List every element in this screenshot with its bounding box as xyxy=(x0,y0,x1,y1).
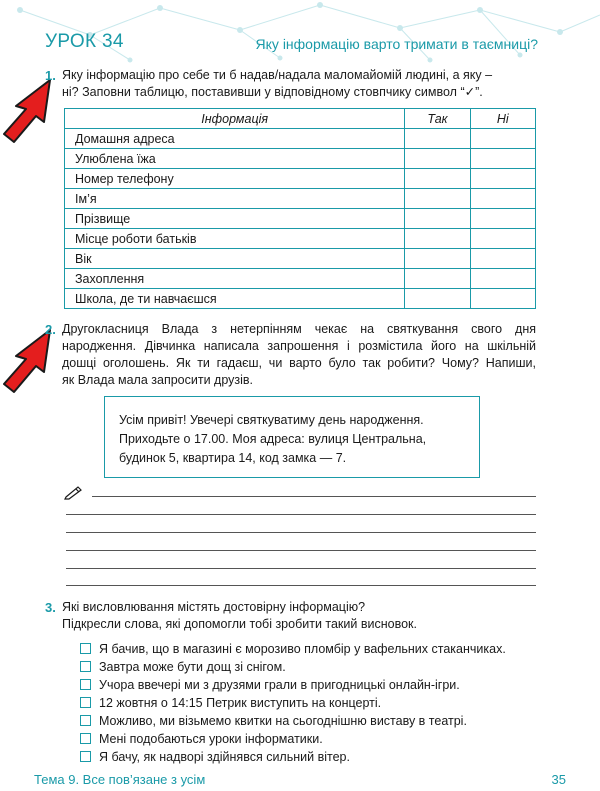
table-row: Улюблена їжа xyxy=(65,149,536,169)
table-row: Домашня адреса xyxy=(65,129,536,149)
writing-line[interactable] xyxy=(66,585,536,586)
statement-item: 12 жовтня о 14:15 Петрик виступить на концерті. xyxy=(80,695,381,712)
task3-text xyxy=(62,599,536,633)
no-cell[interactable] xyxy=(470,269,535,289)
statement-item: Я бачив, що в магазині є морозиво пломбір у вафельних стаканчиках. xyxy=(80,641,506,658)
pencil-icon xyxy=(64,484,84,500)
table-row: Номер телефону xyxy=(65,169,536,189)
writing-line[interactable] xyxy=(66,532,536,533)
no-cell[interactable] xyxy=(470,229,535,249)
red-arrow-icon xyxy=(2,76,62,144)
yes-cell[interactable] xyxy=(405,149,470,169)
checkbox[interactable] xyxy=(80,697,91,708)
task2-number: 2. xyxy=(45,322,56,337)
invitation-line: Приходьте о 17.00. Моя адреса: вулиця Центральна, xyxy=(119,432,427,446)
writing-line[interactable] xyxy=(92,496,536,497)
writing-line[interactable] xyxy=(66,550,536,551)
yes-cell[interactable] xyxy=(405,249,470,269)
yes-cell[interactable] xyxy=(405,169,470,189)
task2-text xyxy=(62,321,536,389)
invitation-line: Усім привіт! Увечері святкуватиму день народження. xyxy=(119,413,424,427)
writing-line[interactable] xyxy=(66,568,536,569)
checkbox[interactable] xyxy=(80,751,91,762)
task2-line: Другокласниця Влада з нетерпінням чекає на святкування свого дня xyxy=(62,322,536,336)
no-cell[interactable] xyxy=(470,149,535,169)
task2-line: народження. Дівчинка написала запрошення і розмістила його на шкільній xyxy=(62,339,536,353)
invitation-note xyxy=(104,396,480,478)
lesson-subtitle: Яку інформацію варто тримати в таємниці? xyxy=(255,36,538,52)
yes-cell[interactable] xyxy=(405,229,470,249)
yes-cell[interactable] xyxy=(405,189,470,209)
statement-item: Учора ввечері ми з друзями грали в пригодницькі онлайн-ігри. xyxy=(80,677,460,694)
footer-topic: Тема 9. Все пов’язане з усім xyxy=(34,772,206,787)
no-cell[interactable] xyxy=(470,189,535,209)
statement-item: Мені подобаються уроки інформатики. xyxy=(80,731,323,748)
task3-line: Які висловлювання містять достовірну інформацію? xyxy=(62,600,366,614)
yes-cell[interactable] xyxy=(405,269,470,289)
page-number: 35 xyxy=(551,772,566,787)
table-row: Прізвище xyxy=(65,209,536,229)
lesson-title: УРОК 34 xyxy=(45,31,124,52)
no-cell[interactable] xyxy=(470,129,535,149)
info-table xyxy=(64,108,536,309)
task3-number: 3. xyxy=(45,600,56,615)
table-row: Школа, де ти навчаєшся xyxy=(65,289,536,309)
statement-item: Завтра може бути дощ зі снігом. xyxy=(80,659,286,676)
column-header-info: Інформація xyxy=(65,109,405,129)
invitation-line: будинок 5, квартира 14, код замка — 7. xyxy=(119,451,347,465)
column-header-yes: Так xyxy=(405,109,470,129)
checkbox[interactable] xyxy=(80,715,91,726)
table-row: Вік xyxy=(65,249,536,269)
statement-item: Я бачу, як надворі здійнявся сильний вітер. xyxy=(80,749,350,766)
checkbox[interactable] xyxy=(80,661,91,672)
yes-cell[interactable] xyxy=(405,209,470,229)
task2-line: дошці оголошень. Як ти гадаєш, чи варто було так робити? Чому? Напиши, xyxy=(62,356,536,370)
no-cell[interactable] xyxy=(470,169,535,189)
task1-number: 1. xyxy=(45,68,56,83)
column-header-no: Ні xyxy=(470,109,535,129)
no-cell[interactable] xyxy=(470,289,535,309)
yes-cell[interactable] xyxy=(405,129,470,149)
no-cell[interactable] xyxy=(470,209,535,229)
task1-line: ні? Заповни таблицю, поставивши у відповідному стовпчику символ “✓”. xyxy=(62,85,483,99)
task2-line: як Влада мала запросити друзів. xyxy=(62,373,254,387)
no-cell[interactable] xyxy=(470,249,535,269)
task1-text xyxy=(62,67,536,101)
table-header-row xyxy=(65,109,536,129)
checkbox[interactable] xyxy=(80,643,91,654)
checkbox[interactable] xyxy=(80,679,91,690)
checkbox[interactable] xyxy=(80,733,91,744)
yes-cell[interactable] xyxy=(405,289,470,309)
table-row: Захоплення xyxy=(65,269,536,289)
task3-line: Підкресли слова, які допомогли тобі зробити такий висновок. xyxy=(62,617,417,631)
task1-line: Яку інформацію про себе ти б надав/надала маломайомій людині, а яку – xyxy=(62,68,493,82)
table-row: Місце роботи батьків xyxy=(65,229,536,249)
writing-line[interactable] xyxy=(66,514,536,515)
table-row: Ім’я xyxy=(65,189,536,209)
statement-item: Можливо, ми візьмемо квитки на сьогоднішню виставу в театрі. xyxy=(80,713,467,730)
